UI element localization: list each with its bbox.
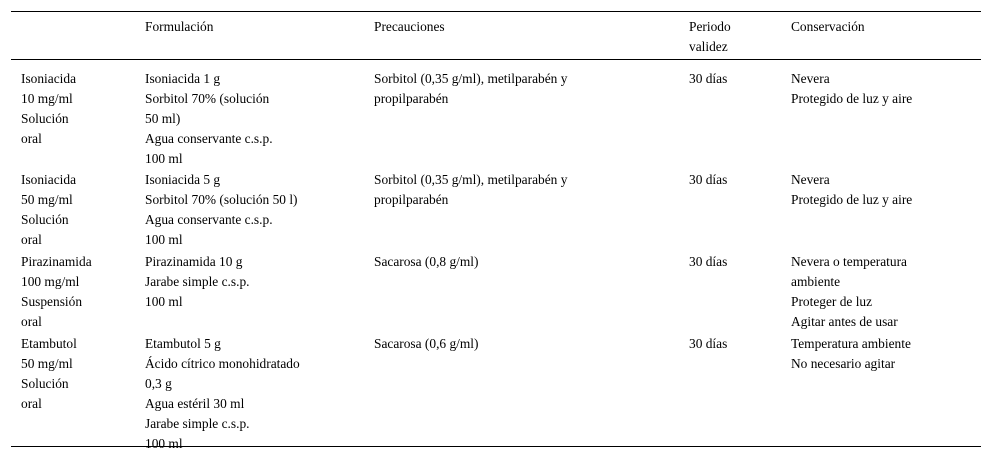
- cell-line: Nevera o temperatura: [791, 254, 907, 269]
- cell-drug: [11, 334, 145, 446]
- cell-conservacion: [791, 334, 981, 446]
- cell-conservacion: [791, 69, 981, 162]
- cell-line: 30 días: [689, 172, 728, 187]
- cell-line: 30 días: [689, 71, 728, 86]
- header-cell-conservacion: Conservación: [791, 19, 865, 34]
- cell-line: Solución: [21, 111, 69, 126]
- cell-line: 100 ml: [145, 151, 183, 166]
- cell-line: 30 días: [689, 254, 728, 269]
- cell-line: Solución: [21, 376, 69, 391]
- cell-precauciones: [374, 170, 689, 244]
- cell-line: Nevera: [791, 71, 830, 86]
- cell-line: Etambutol 5 g: [145, 336, 221, 351]
- header-cell-precauciones: Precauciones: [374, 19, 445, 34]
- cell-line: Nevera: [791, 172, 830, 187]
- cell-drug: [11, 252, 145, 329]
- cell-periodo-validez: [689, 69, 791, 162]
- header-cell-name: [11, 12, 145, 59]
- cell-precauciones: [374, 334, 689, 446]
- cell-line: 100 ml: [145, 436, 183, 451]
- table-row: [11, 162, 981, 247]
- cell-periodo-validez: [689, 334, 791, 446]
- cell-line: Agua estéril 30 ml: [145, 396, 245, 411]
- formulation-table: [11, 11, 981, 451]
- cell-line: oral: [21, 232, 42, 247]
- cell-line: Sorbitol (0,35 g/ml), metilparabén y: [374, 172, 568, 187]
- cell-line: 100 mg/ml: [21, 274, 80, 289]
- cell-line: 50 mg/ml: [21, 192, 73, 207]
- cell-line: Agitar antes de usar: [791, 314, 898, 329]
- cell-conservacion: [791, 252, 981, 329]
- cell-line: 100 ml: [145, 294, 183, 309]
- cell-periodo-validez: [689, 252, 791, 326]
- cell-formulacion: [145, 170, 374, 247]
- table-row: [11, 60, 981, 166]
- cell-line: 0,3 g: [145, 376, 172, 391]
- cell-line: Suspensión: [21, 294, 83, 309]
- cell-line: propilparabén: [374, 192, 449, 207]
- cell-line: Sorbitol 70% (solución 50 l): [145, 192, 298, 207]
- cell-line: 30 días: [689, 336, 728, 351]
- cell-line: Sorbitol 70% (solución: [145, 91, 270, 106]
- cell-periodo-validez: [689, 170, 791, 244]
- cell-line: Protegido de luz y aire: [791, 192, 913, 207]
- cell-line: propilparabén: [374, 91, 449, 106]
- cell-line: Agua conservante c.s.p.: [145, 131, 273, 146]
- cell-line: Isoniacida: [21, 172, 77, 187]
- cell-line: Sacarosa (0,8 g/ml): [374, 254, 479, 269]
- cell-line: Pirazinamida 10 g: [145, 254, 243, 269]
- cell-line: Sorbitol (0,35 g/ml), metilparabén y: [374, 71, 568, 86]
- cell-line: Jarabe simple c.s.p.: [145, 416, 250, 431]
- cell-formulacion: [145, 69, 374, 166]
- cell-line: Temperatura ambiente: [791, 336, 911, 351]
- table-row: [11, 244, 981, 329]
- cell-precauciones: [374, 252, 689, 326]
- header-line: Periodo: [689, 19, 731, 34]
- cell-line: 100 ml: [145, 232, 183, 247]
- cell-line: Protegido de luz y aire: [791, 91, 913, 106]
- cell-line: Isoniacida 5 g: [145, 172, 221, 187]
- cell-line: Agua conservante c.s.p.: [145, 212, 273, 227]
- cell-line: ambiente: [791, 274, 841, 289]
- cell-drug: [11, 170, 145, 247]
- cell-precauciones: [374, 69, 689, 162]
- cell-formulacion: [145, 334, 374, 451]
- cell-line: 50 ml): [145, 111, 181, 126]
- cell-drug: [11, 69, 145, 162]
- cell-formulacion: [145, 252, 374, 326]
- table-row: [11, 326, 981, 451]
- header-cell-formulacion: Formulación: [145, 19, 214, 34]
- cell-line: oral: [21, 131, 42, 146]
- cell-line: oral: [21, 314, 42, 329]
- cell-line: oral: [21, 396, 42, 411]
- table-body: [11, 60, 981, 451]
- table-header: [11, 12, 981, 60]
- cell-line: 50 mg/ml: [21, 356, 73, 371]
- header-line: validez: [689, 39, 728, 54]
- cell-line: Pirazinamida: [21, 254, 92, 269]
- cell-line: Ácido cítrico monohidratado: [145, 356, 300, 371]
- cell-line: Jarabe simple c.s.p.: [145, 274, 250, 289]
- cell-line: Solución: [21, 212, 69, 227]
- cell-line: Etambutol: [21, 336, 77, 351]
- header-cell-periodo-validez: [689, 12, 791, 59]
- cell-conservacion: [791, 170, 981, 244]
- cell-line: Proteger de luz: [791, 294, 873, 309]
- cell-line: No necesario agitar: [791, 356, 896, 371]
- cell-line: Isoniacida 1 g: [145, 71, 221, 86]
- cell-line: 10 mg/ml: [21, 91, 73, 106]
- cell-line: Sacarosa (0,6 g/ml): [374, 336, 479, 351]
- cell-line: Isoniacida: [21, 71, 77, 86]
